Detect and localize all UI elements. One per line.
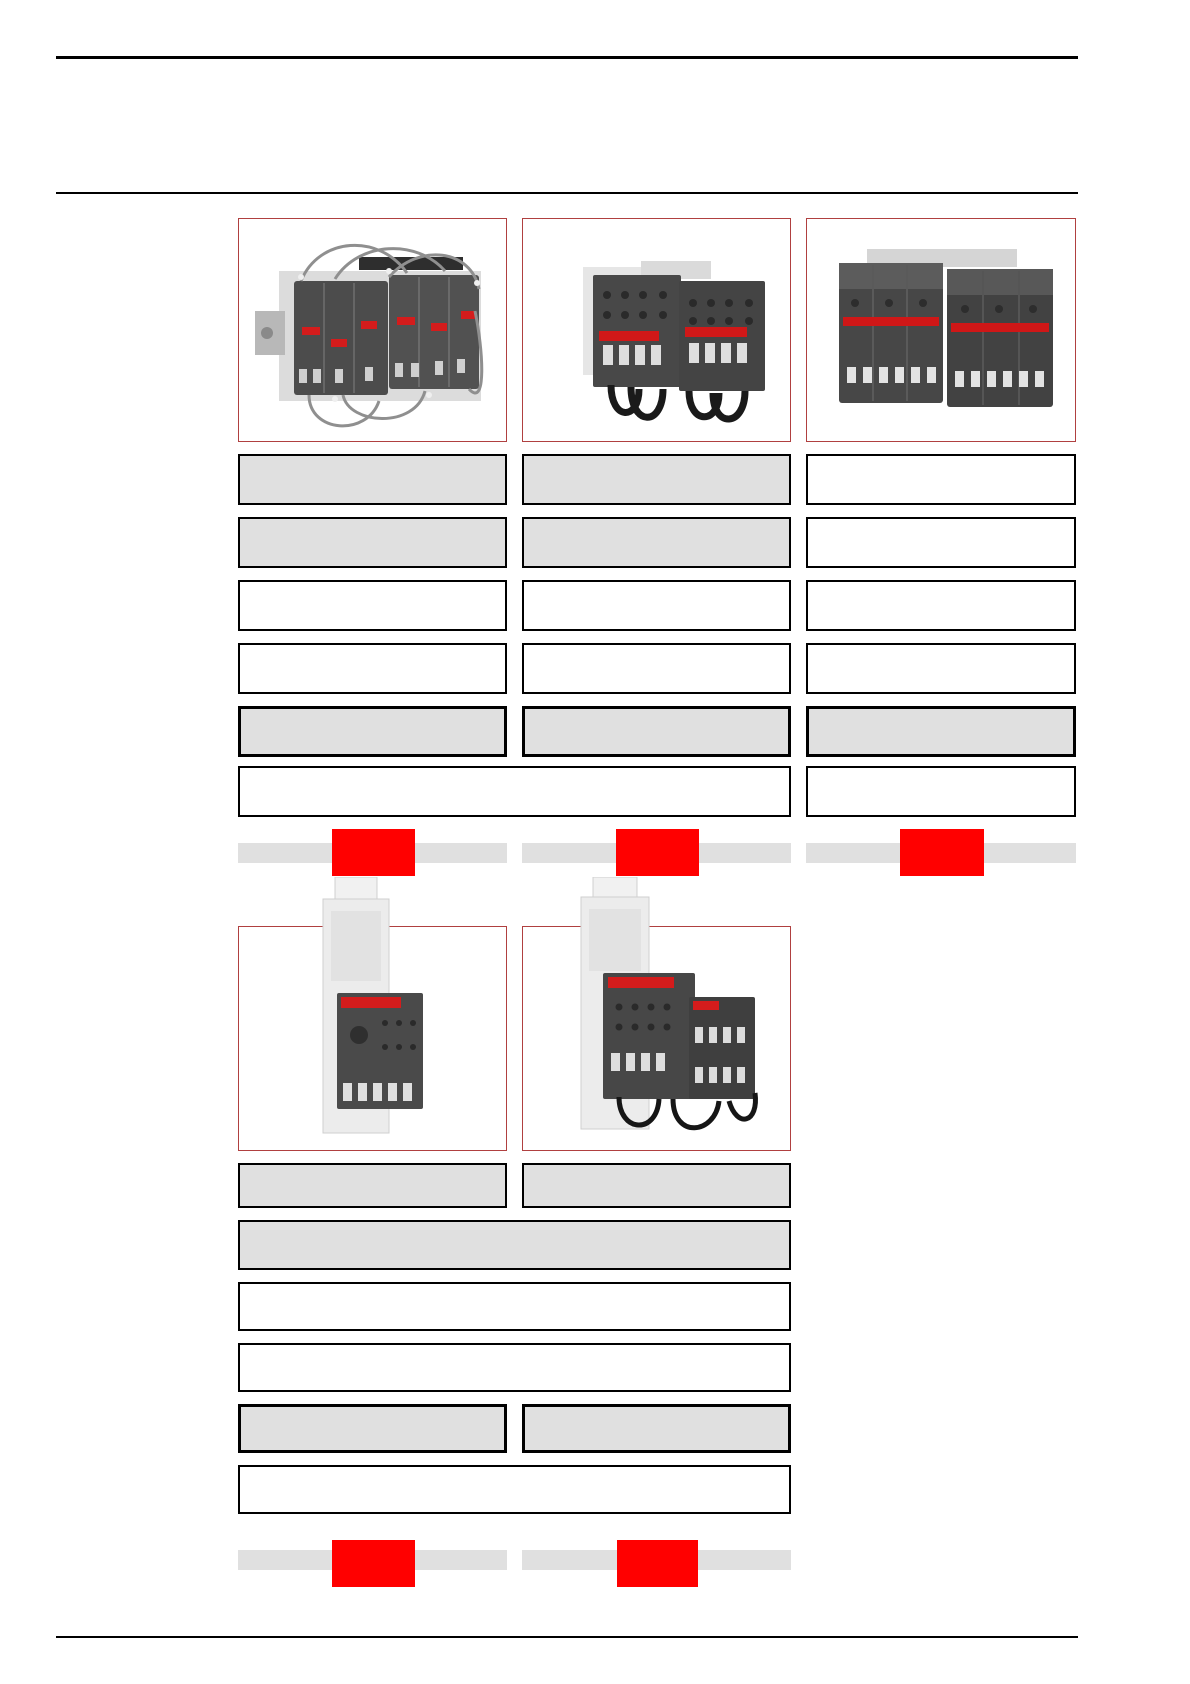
product-photo-frame	[806, 218, 1076, 442]
table-cell	[522, 643, 791, 694]
table-cell	[522, 454, 791, 505]
table-cell	[238, 454, 507, 505]
red-marker	[332, 829, 415, 876]
red-marker	[617, 1540, 698, 1587]
product-photo-frame	[238, 926, 507, 1151]
table-cell	[522, 580, 791, 631]
table-cell	[238, 517, 507, 568]
table-cell	[806, 454, 1076, 505]
red-marker	[616, 829, 699, 876]
table-cell	[522, 1163, 791, 1208]
horizontal-rule	[56, 56, 1078, 59]
reversing-contactor-assembly-photo	[239, 219, 508, 443]
horizontal-rule	[56, 192, 1078, 194]
table-cell	[806, 517, 1076, 568]
product-photo-frame	[522, 926, 791, 1151]
contactor-on-mounting-plate-photo	[239, 877, 508, 1152]
table-cell	[806, 706, 1076, 757]
table-cell	[238, 1220, 791, 1270]
table-cell	[522, 706, 791, 757]
table-cell	[522, 517, 791, 568]
table-cell	[238, 580, 507, 631]
table-cell	[238, 766, 791, 817]
red-marker	[332, 1540, 415, 1587]
product-photo-frame	[238, 218, 507, 442]
table-cell	[806, 766, 1076, 817]
reversing-contactor-pair-photo	[523, 219, 792, 443]
table-cell	[238, 1465, 791, 1514]
contactor-pair-on-mounting-plate-photo	[523, 877, 792, 1152]
table-cell	[806, 643, 1076, 694]
table-cell	[238, 1343, 791, 1392]
product-photo-frame	[522, 218, 791, 442]
red-marker	[900, 829, 984, 876]
table-cell	[238, 643, 507, 694]
table-cell	[238, 706, 507, 757]
large-contactor-pair-photo	[807, 219, 1077, 443]
table-cell	[238, 1163, 507, 1208]
table-cell	[522, 1404, 791, 1453]
horizontal-rule	[56, 1636, 1078, 1638]
table-cell	[806, 580, 1076, 631]
table-cell	[238, 1282, 791, 1331]
table-cell	[238, 1404, 507, 1453]
